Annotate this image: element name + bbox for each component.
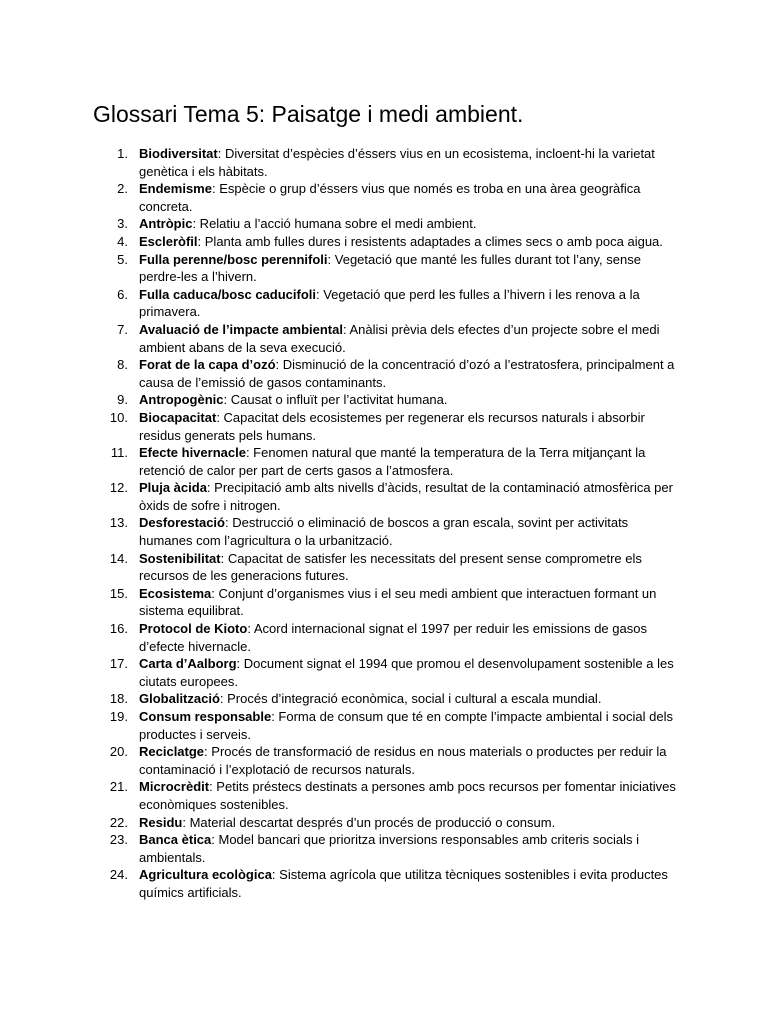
glossary-term: Fulla caduca/bosc caducifoli bbox=[139, 286, 316, 302]
glossary-term: Biocapacitat bbox=[139, 409, 217, 425]
glossary-item bbox=[104, 814, 676, 832]
glossary-term: Ecosistema bbox=[139, 585, 212, 601]
glossary-definition: : Forma de consum que té en compte l’impacte ambiental i social dels productes i serveis. bbox=[139, 709, 673, 742]
glossary-term: Carta d’Aalborg bbox=[139, 656, 237, 672]
glossary-definition: : Anàlisi prèvia dels efectes d’un projecte sobre el medi ambient abans de la seva execució. bbox=[139, 321, 660, 355]
item-number: 3. bbox=[117, 216, 128, 232]
glossary-definition: : Disminució de la concentració d’ozó a l’estratosfera, principalment a causa de l’emissió de gasos contaminants. bbox=[139, 357, 675, 390]
glossary-item bbox=[104, 444, 676, 479]
glossary-item bbox=[104, 356, 676, 391]
glossary-term: Biodiversitat bbox=[139, 146, 218, 161]
glossary-item bbox=[104, 690, 676, 708]
item-number: 19. bbox=[109, 709, 128, 724]
item-number: 14. bbox=[109, 550, 128, 566]
item-number: 24. bbox=[109, 867, 128, 883]
item-number: 11. bbox=[110, 445, 128, 461]
item-number: 23. bbox=[109, 832, 128, 848]
glossary-term: Reciclatge bbox=[139, 744, 205, 760]
glossary-item bbox=[104, 233, 676, 251]
item-number: 17. bbox=[109, 656, 128, 672]
item-number: 1. bbox=[117, 146, 128, 161]
glossary-item bbox=[104, 391, 676, 409]
item-number: 10. bbox=[109, 409, 128, 425]
glossary-term: Residu bbox=[139, 814, 183, 830]
glossary-definition: : Planta amb fulles dures i resistents adaptades a climes secs o amb poca aigua. bbox=[197, 233, 663, 249]
glossary-item bbox=[104, 215, 676, 233]
page-title: Glossari Tema 5: Paisatge i medi ambient. bbox=[93, 101, 524, 127]
item-number: 9. bbox=[117, 392, 128, 408]
glossary-term: Globalització bbox=[139, 691, 220, 707]
glossary-term: Escleròfil bbox=[139, 233, 198, 249]
glossary-definition: : Acord internacional signat el 1997 per reduir les emissions de gasos d’efecte hivernacle. bbox=[139, 621, 647, 654]
item-number: 2. bbox=[117, 181, 128, 197]
glossary-list bbox=[104, 145, 676, 902]
item-number: 22. bbox=[109, 814, 128, 830]
glossary-definition: : Capacitat dels ecosistemes per regenerar els recursos naturals i absorbir residus generats pels humans. bbox=[139, 409, 645, 443]
glossary-item bbox=[104, 743, 676, 778]
glossary-term: Antròpic bbox=[139, 216, 193, 232]
item-number: 15. bbox=[109, 585, 128, 601]
glossary-item bbox=[104, 251, 676, 286]
glossary-definition: : Material descartat després d’un procés de producció o consum. bbox=[182, 814, 556, 830]
glossary-definition: : Vegetació que manté les fulles durant tot l’any, sense perdre-les a l’hivern. bbox=[139, 251, 641, 285]
glossary-item bbox=[104, 655, 676, 690]
glossary-item bbox=[104, 180, 676, 215]
glossary-item bbox=[104, 321, 676, 356]
glossary-item bbox=[104, 145, 676, 180]
glossary-definition: : Destrucció o eliminació de boscos a gran escala, sovint per activitats humanes com l’agricultura o la urbanització. bbox=[139, 515, 629, 549]
glossary-term: Desforestació bbox=[139, 515, 225, 531]
glossary-definition: : Causat o influït per l’activitat humana. bbox=[223, 392, 448, 408]
glossary-item bbox=[104, 514, 676, 549]
glossary-term: Protocol de Kioto bbox=[139, 621, 248, 637]
glossary-definition: : Capacitat de satisfer les necessitats del present sense comprometre els recursos de les generacions futures. bbox=[139, 550, 642, 584]
glossary-term: Pluja àcida bbox=[139, 480, 207, 496]
glossary-item bbox=[104, 708, 676, 743]
glossary-item bbox=[104, 866, 676, 901]
glossary-item bbox=[104, 831, 676, 866]
item-number: 4. bbox=[117, 233, 128, 249]
glossary-term: Forat de la capa d’ozó bbox=[139, 357, 276, 373]
glossary-definition: : Espècie o grup d’éssers vius que només es troba en una àrea geogràfica concreta. bbox=[139, 181, 641, 214]
glossary-definition: : Model bancari que prioritza inversions responsables amb criteris socials i ambientals. bbox=[139, 832, 640, 865]
item-number: 13. bbox=[109, 515, 128, 531]
glossary-term: Banca ètica bbox=[139, 832, 212, 848]
item-number: 7. bbox=[117, 321, 128, 337]
glossary-definition: : Precipitació amb alts nivells d’àcids, resultat de la contaminació atmosfèrica per òxids de sofre i nitrogen. bbox=[139, 480, 673, 513]
glossary-item bbox=[104, 778, 676, 813]
item-number: 16. bbox=[109, 621, 128, 637]
glossary-term: Efecte hivernacle bbox=[139, 445, 246, 461]
glossary-definition: : Diversitat d’espècies d’éssers vius en un ecosistema, incloent-hi la varietat genètica i els hàbitats. bbox=[139, 146, 655, 179]
glossary-term: Agricultura ecològica bbox=[139, 867, 272, 883]
glossary-item bbox=[104, 620, 676, 655]
item-number: 6. bbox=[117, 286, 128, 302]
glossary-item bbox=[104, 550, 676, 585]
item-number: 5. bbox=[117, 251, 128, 267]
item-number: 12. bbox=[109, 480, 128, 496]
glossary-definition: : Procés d’integració econòmica, social i cultural a escala mundial. bbox=[219, 691, 602, 707]
glossary-definition: : Document signat el 1994 que promou el desenvolupament sostenible a les ciutats europees. bbox=[139, 656, 674, 689]
glossary-definition: : Conjunt d’organismes vius i el seu medi ambient que interactuen formant un sistema equilibrat. bbox=[139, 585, 657, 619]
item-number: 21. bbox=[109, 779, 128, 795]
glossary-definition: : Sistema agrícola que utilitza tècniques sostenibles i evita productes químics artificials. bbox=[139, 867, 668, 900]
glossary-item bbox=[104, 585, 676, 620]
glossary-item bbox=[104, 479, 676, 514]
glossary-item bbox=[104, 286, 676, 321]
glossary-term: Antropogènic bbox=[139, 392, 224, 408]
glossary-definition: : Relatiu a l’acció humana sobre el medi ambient. bbox=[192, 216, 477, 232]
glossary-term: Avaluació de l’impacte ambiental bbox=[139, 321, 343, 337]
glossary-definition: : Vegetació que perd les fulles a l’hivern i les renova a la primavera. bbox=[139, 286, 640, 320]
item-number: 8. bbox=[117, 357, 128, 373]
glossary-term: Endemisme bbox=[139, 181, 212, 197]
glossary-term: Sostenibilitat bbox=[139, 550, 221, 566]
glossary-term: Microcrèdit bbox=[139, 779, 210, 795]
glossary-definition: : Procés de transformació de residus en nous materials o productes per reduir la contaminació i l’explotació de recursos naturals. bbox=[139, 744, 667, 777]
glossary-item bbox=[104, 409, 676, 444]
item-number: 18. bbox=[109, 691, 128, 707]
glossary-term: Consum responsable bbox=[139, 709, 272, 724]
glossary-term: Fulla perenne/bosc perennifoli bbox=[139, 251, 328, 267]
glossary-definition: : Petits préstecs destinats a persones amb pocs recursos per fomentar iniciatives econòmiques sostenibles. bbox=[139, 779, 676, 812]
item-number: 20. bbox=[109, 744, 128, 760]
glossary-definition: : Fenomen natural que manté la temperatura de la Terra mitjançant la retenció de calor per part de certs gasos a l’atmosfera. bbox=[139, 445, 646, 478]
